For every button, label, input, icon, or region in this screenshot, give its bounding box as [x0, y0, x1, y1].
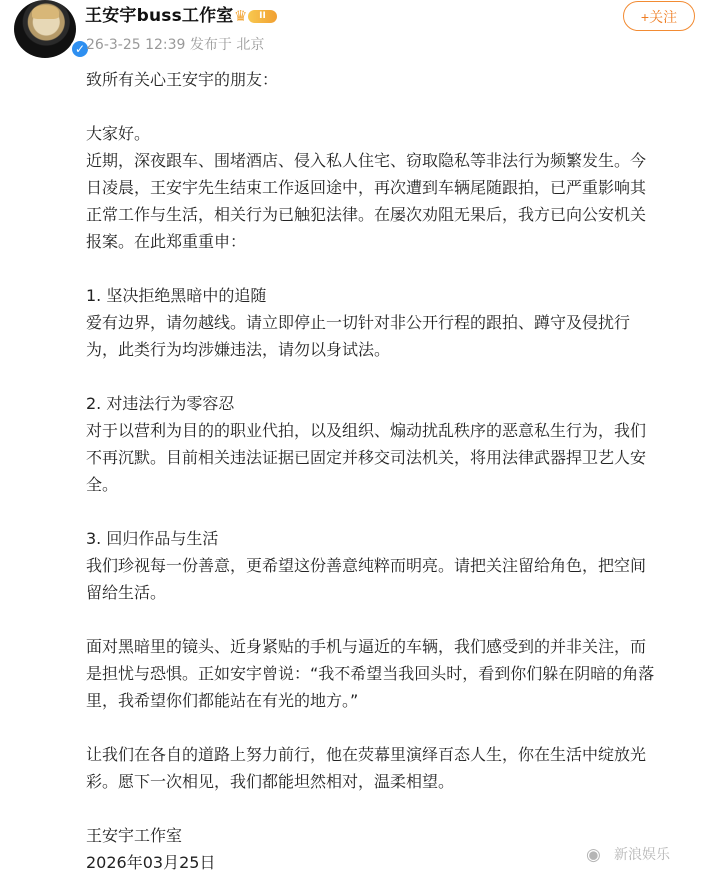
follow-button[interactable]: +关注: [623, 1, 695, 31]
content-line: 留给生活。: [86, 583, 167, 602]
post-author-name[interactable]: 王安宇buss工作室: [85, 6, 234, 26]
content-line: 不再沉默。目前相关违法证据已固定并移交司法机关，将用法律武器捍卫艺人安: [86, 448, 647, 467]
signature-name: 王安宇工作室: [86, 826, 183, 845]
content-line: 是担忧与恐惧。正如安宇曾说：“我不希望当我回头时，看到你们躲在阴暗的角落: [86, 664, 655, 683]
blank-line: [86, 606, 696, 633]
signature-date: 2026年03月25日: [86, 853, 216, 872]
watermark-text: 新浪娱乐: [614, 847, 670, 863]
post-content: [86, 66, 696, 876]
verified-icon: ✓: [70, 39, 90, 59]
content-line: 1. 坚决拒绝黑暗中的追随: [86, 286, 267, 305]
vip-badge-group: [234, 8, 280, 25]
content-line: 报案。在此郑重重申：: [86, 232, 247, 251]
content-line: 致所有关心王安宇的朋友：: [86, 70, 279, 89]
content-line: 彩。愿下一次相见，我们都能坦然相对，温柔相望。: [86, 772, 455, 791]
blank-line: [86, 363, 696, 390]
content-line: 我们珍视每一份善意，更希望这份善意纯粹而明亮。请把关注留给角色，把空间: [86, 556, 647, 575]
content-line: 爱有边界，请勿越线。请立即停止一切针对非公开行程的跟拍、蹲守及侵扰行: [86, 313, 631, 332]
content-line: 正常工作与生活，相关行为已触犯法律。在屡次劝阻无果后，我方已向公安机关: [86, 205, 647, 224]
content-line: 面对黑暗里的镜头、近身紧贴的手机与逼近的车辆，我们感受到的并非关注，而: [86, 637, 647, 656]
avatar[interactable]: [14, 0, 86, 58]
content-line: 大家好。: [86, 124, 151, 143]
weibo-icon: ◉: [586, 845, 601, 865]
content-line: 3. 回归作品与生活: [86, 529, 219, 548]
content-line: 对于以营利为目的的职业代拍，以及组织、煽动扰乱秩序的恶意私生行为，我们: [86, 421, 647, 440]
crown-icon: ♛: [234, 7, 248, 25]
content-line: 近期，深夜跟车、围堵酒店、侵入私人住宅、窃取隐私等非法行为频繁发生。今: [86, 151, 647, 170]
content-line: 全。: [86, 475, 119, 494]
blank-line: [86, 714, 696, 741]
content-line: 让我们在各自的道路上努力前行，他在荧幕里演绎百态人生，你在生活中绽放光: [86, 745, 647, 764]
content-line: 里，我希望你们都能站在有光的地方。”: [86, 691, 359, 710]
blank-line: [86, 255, 696, 282]
avatar-hair: [32, 5, 59, 19]
blank-line: [86, 93, 696, 120]
weibo-watermark: [586, 844, 702, 866]
content-line: 2. 对违法行为零容忍: [86, 394, 235, 413]
content-line: 为，此类行为均涉嫌违法，请勿以身试法。: [86, 340, 391, 359]
content-line: 日凌晨，王安宇先生结束工作返回途中，再次遭到车辆尾随跟拍，已严重影响其: [86, 178, 647, 197]
blank-line: [86, 795, 696, 822]
post-meta: 26-3-25 12:39 发布于 北京: [86, 37, 265, 53]
vip-level-badge: II: [248, 10, 277, 23]
blank-line: [86, 498, 696, 525]
